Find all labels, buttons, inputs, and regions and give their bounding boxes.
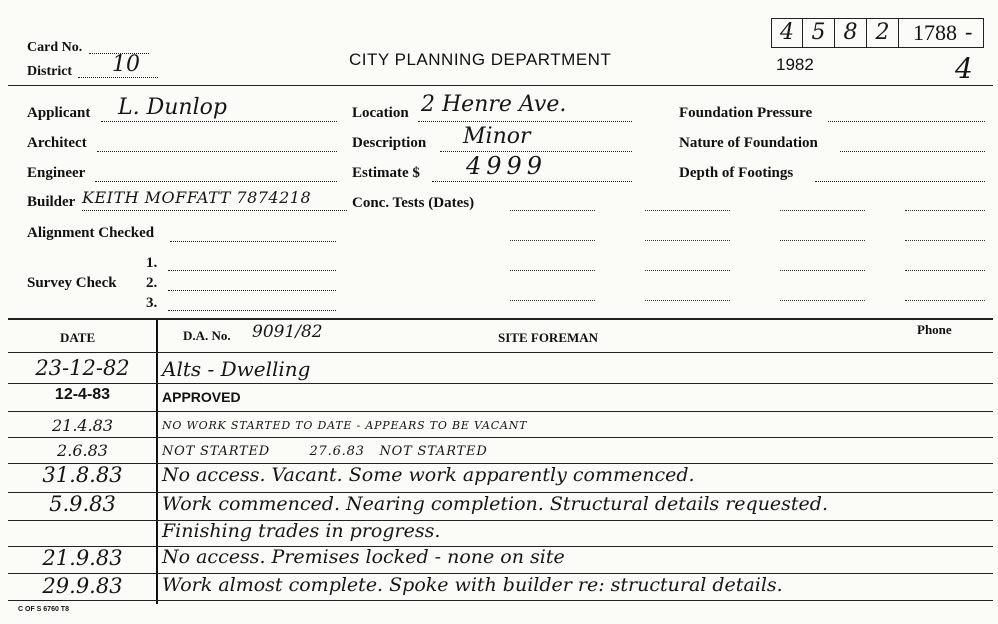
header-divider — [8, 85, 993, 86]
card-digit: 2 — [875, 20, 890, 45]
log-row-rule — [8, 383, 993, 384]
file-number: 1788 — [913, 20, 957, 45]
log-text: Work commenced. Nearing completion. Structural details requested. — [162, 493, 829, 515]
date-header: DATE — [60, 330, 96, 345]
log-text: NOT STARTED 27.6.83 NOT STARTED — [162, 444, 488, 459]
log-text: Finishing trades in progress. — [162, 520, 441, 542]
sheet-number: 4 — [955, 52, 973, 85]
conc-test-line — [510, 270, 595, 271]
log-date: 31.8.83 — [42, 463, 123, 487]
conc-test-line — [780, 240, 865, 241]
log-text: No access. Premises locked - none on site — [162, 546, 565, 568]
conc-test-line — [510, 240, 595, 241]
builder-line — [82, 210, 347, 211]
card-digit-box — [867, 18, 899, 48]
log-text: APPROVED — [162, 389, 241, 405]
applicant-line — [101, 121, 337, 122]
conc-test-line — [780, 300, 865, 301]
log-text: No access. Vacant. Some work apparently commenced. — [162, 464, 695, 486]
log-row-rule — [8, 411, 993, 412]
card-digit-box — [771, 18, 803, 48]
conc-test-line — [905, 270, 985, 271]
da-label: D.A. No. — [183, 328, 231, 343]
conc-test-line — [905, 210, 985, 211]
log-text: Alts - Dwelling — [162, 357, 311, 381]
depth-footings-label: Depth of Footings — [679, 165, 794, 181]
applicant-label: Applicant — [27, 105, 91, 121]
conc-test-line — [645, 270, 730, 271]
log-date: 12-4-83 — [54, 386, 111, 403]
card-digit-box — [835, 18, 867, 48]
log-row-rule — [8, 437, 993, 438]
log-row-rule — [8, 520, 993, 521]
card-digit: 5 — [811, 20, 826, 45]
survey-number: 1. — [146, 255, 158, 271]
district-line — [78, 77, 158, 78]
survey-line — [168, 290, 336, 291]
conc-tests-label: Conc. Tests (Dates) — [352, 195, 475, 211]
form-code: C OF S 6760 T8 — [18, 606, 69, 613]
location-label: Location — [352, 105, 409, 121]
site-foreman-label: SITE FOREMAN — [498, 330, 599, 345]
page-title: CITY PLANNING DEPARTMENT — [349, 50, 612, 69]
da-value: 9091/82 — [252, 322, 323, 342]
architect-label: Architect — [27, 135, 87, 151]
engineer-line — [95, 181, 337, 182]
description-label: Description — [352, 135, 427, 151]
survey-check-label: Survey Check — [27, 275, 117, 291]
card-digit: 8 — [843, 20, 858, 45]
conc-test-line — [510, 210, 595, 211]
log-date: 21.9.83 — [42, 546, 123, 570]
log-text: NO WORK STARTED TO DATE - APPEARS TO BE VACANT — [162, 419, 528, 432]
conc-test-line — [905, 240, 985, 241]
year-label: 1982 — [776, 55, 814, 74]
file-number-box — [899, 18, 984, 48]
depth-footings-line — [815, 181, 985, 182]
district-value: 10 — [112, 52, 140, 77]
log-date: 2.6.83 — [57, 441, 108, 460]
builder-label: Builder — [27, 194, 76, 210]
conc-test-line — [780, 210, 865, 211]
conc-test-line — [510, 300, 595, 301]
survey-number: 2. — [146, 275, 158, 291]
log-row-rule — [8, 600, 993, 601]
foundation-pressure-label: Foundation Pressure — [679, 105, 813, 121]
applicant-value: L. Dunlop — [118, 95, 227, 120]
nature-foundation-line — [840, 151, 985, 152]
phone-label: Phone — [917, 322, 952, 337]
district-label: District — [27, 64, 73, 79]
location-value: 2 Henre Ave. — [421, 92, 567, 117]
survey-line — [168, 310, 336, 311]
estimate-label: Estimate $ — [352, 165, 420, 181]
conc-test-line — [905, 300, 985, 301]
log-date: 5.9.83 — [49, 492, 116, 516]
conc-test-line — [645, 300, 730, 301]
date-column-divider — [156, 320, 158, 604]
conc-test-line — [780, 270, 865, 271]
log-text: Work almost complete. Spoke with builder re: structural details. — [162, 574, 783, 596]
location-line — [418, 121, 632, 122]
survey-number: 3. — [146, 295, 158, 311]
engineer-label: Engineer — [27, 165, 86, 181]
conc-test-line — [645, 210, 730, 211]
log-row-rule — [8, 352, 993, 353]
log-date: 21.4.83 — [51, 416, 114, 435]
survey-line — [168, 270, 336, 271]
card-digit: 4 — [780, 20, 794, 45]
nature-foundation-label: Nature of Foundation — [679, 135, 818, 151]
card-no-label: Card No. — [27, 40, 83, 55]
description-value: Minor — [463, 124, 531, 149]
log-date: 29.9.83 — [42, 574, 123, 598]
card-digit-box — [803, 18, 835, 48]
foundation-pressure-line — [828, 121, 985, 122]
architect-line — [97, 151, 337, 152]
file-suffix: - — [965, 19, 973, 44]
conc-test-line — [645, 240, 730, 241]
builder-value: KEITH MOFFATT 7874218 — [82, 188, 312, 207]
estimate-line — [432, 181, 632, 182]
alignment-line — [170, 241, 336, 242]
log-date: 23-12-82 — [35, 356, 130, 380]
alignment-label: Alignment Checked — [27, 225, 155, 241]
estimate-value: 4999 — [466, 152, 548, 180]
